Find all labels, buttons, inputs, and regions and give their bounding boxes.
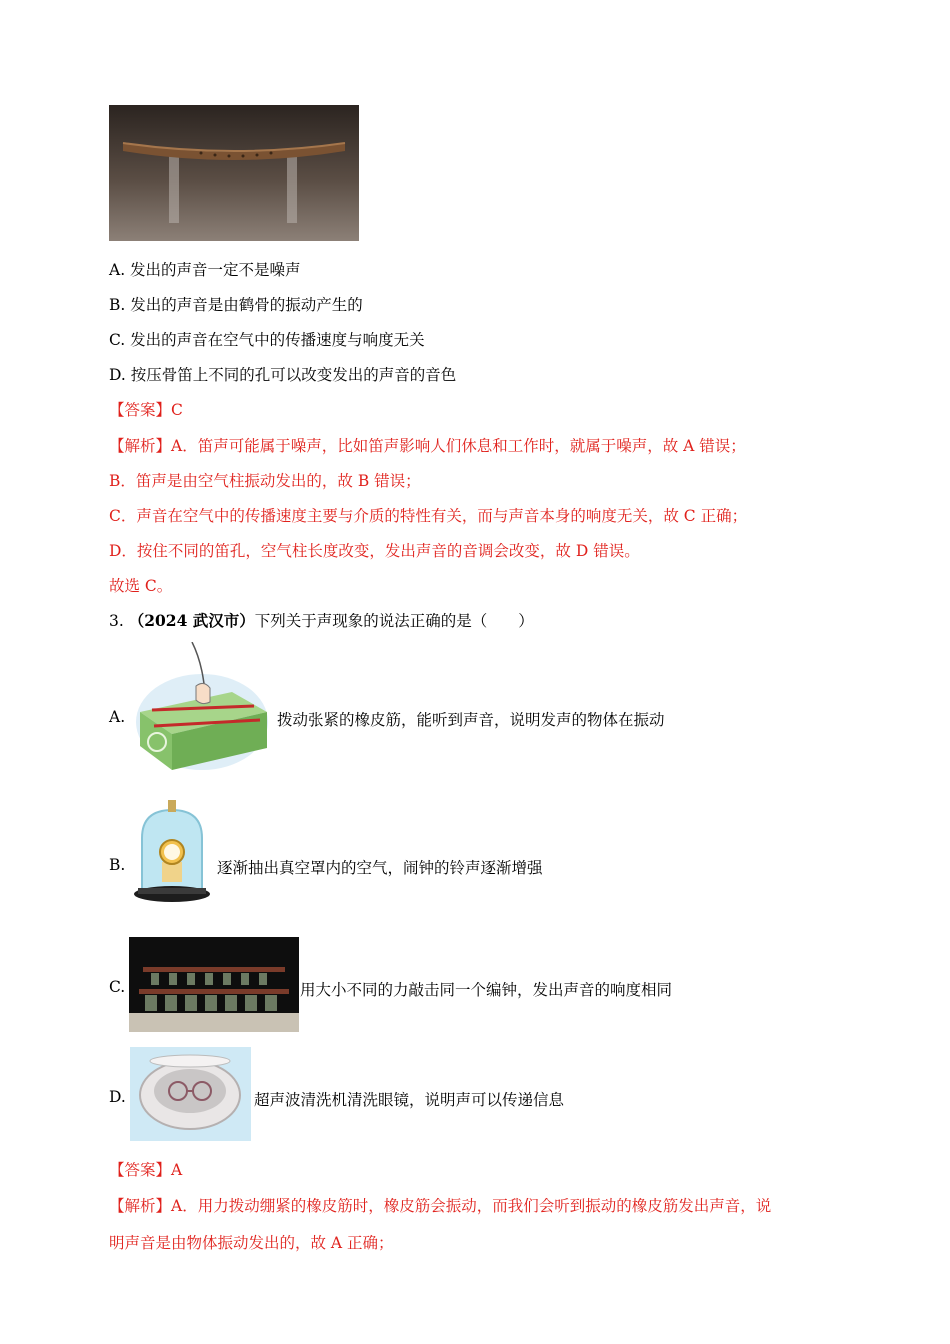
q2-analysis-line-3: C．声音在空气中的传播速度主要与介质的特性有关，而与声音本身的响度无关，故 C 正确；: [109, 507, 748, 525]
q3-option-a-text: 拨动张紧的橡皮筋，能听到声音，说明发声的物体在振动: [277, 711, 665, 729]
bone-flute-image: [109, 105, 359, 241]
q2-option-a: A. 发出的声音一定不是噪声: [109, 261, 301, 279]
q3-option-a-image: [132, 642, 272, 774]
q2-analysis-line-4: D．按住不同的笛孔，空气柱长度改变，发出声音的音调会改变，故 D 错误。: [109, 542, 640, 560]
q3-answer: [109, 1160, 182, 1180]
q3-answer-label: 【答案】: [109, 1161, 172, 1179]
q2-analysis-text-1: A．笛声可能属于噪声，比如笛声影响人们休息和工作时，就属于噪声，故 A 错误；: [171, 437, 746, 455]
q2-answer: [109, 400, 183, 420]
q3-number: 3.: [109, 612, 124, 630]
q3-analysis-line-2: 明声音是由物体振动发出的，故 A 正确；: [109, 1234, 394, 1252]
q3-option-b-text: 逐渐抽出真空罩内的空气，闹钟的铃声逐渐增强: [217, 859, 543, 877]
q3-analysis-label: 【解析】: [109, 1197, 172, 1215]
q3-analysis-line-1: [109, 1196, 771, 1216]
q3-option-c-label: C.: [109, 978, 126, 996]
q2-conclusion: 故选 C。: [109, 577, 173, 595]
q3-source: （2024 武汉市）: [128, 611, 255, 630]
q3-stem: [109, 611, 534, 631]
q2-answer-label: 【答案】: [109, 401, 172, 419]
q2-analysis-line-2: B．笛声是由空气柱振动发出的，故 B 错误；: [109, 472, 421, 490]
q3-analysis-text-1: A．用力拨动绷紧的橡皮筋时，橡皮筋会振动，而我们会听到振动的橡皮筋发出声音，说: [171, 1197, 772, 1215]
q3-option-d-text: 超声波清洗机清洗眼镜，说明声可以传递信息: [254, 1091, 565, 1109]
q2-analysis-label: 【解析】: [109, 437, 172, 455]
q2-option-d: D. 按压骨笛上不同的孔可以改变发出的声音的音色: [109, 366, 457, 384]
q3-option-d-image: [130, 1047, 251, 1141]
q3-option-b-image: [132, 798, 212, 908]
q3-stem-text: 下列关于声现象的说法正确的是（ ）: [254, 612, 534, 630]
q2-option-b: B. 发出的声音是由鹤骨的振动产生的: [109, 296, 363, 314]
q3-answer-value: A: [171, 1161, 183, 1179]
q3-option-d-label: D.: [109, 1088, 126, 1106]
q2-analysis-line-1: [109, 436, 746, 456]
q3-option-b-label: B.: [109, 856, 126, 874]
q3-option-a-label: A.: [109, 708, 126, 726]
q3-option-c-image: [129, 937, 299, 1032]
q2-option-c: C. 发出的声音在空气中的传播速度与响度无关: [109, 331, 425, 349]
q3-option-c-text: 用大小不同的力敲击同一个编钟，发出声音的响度相同: [300, 981, 673, 999]
q2-answer-value: C: [171, 401, 183, 419]
